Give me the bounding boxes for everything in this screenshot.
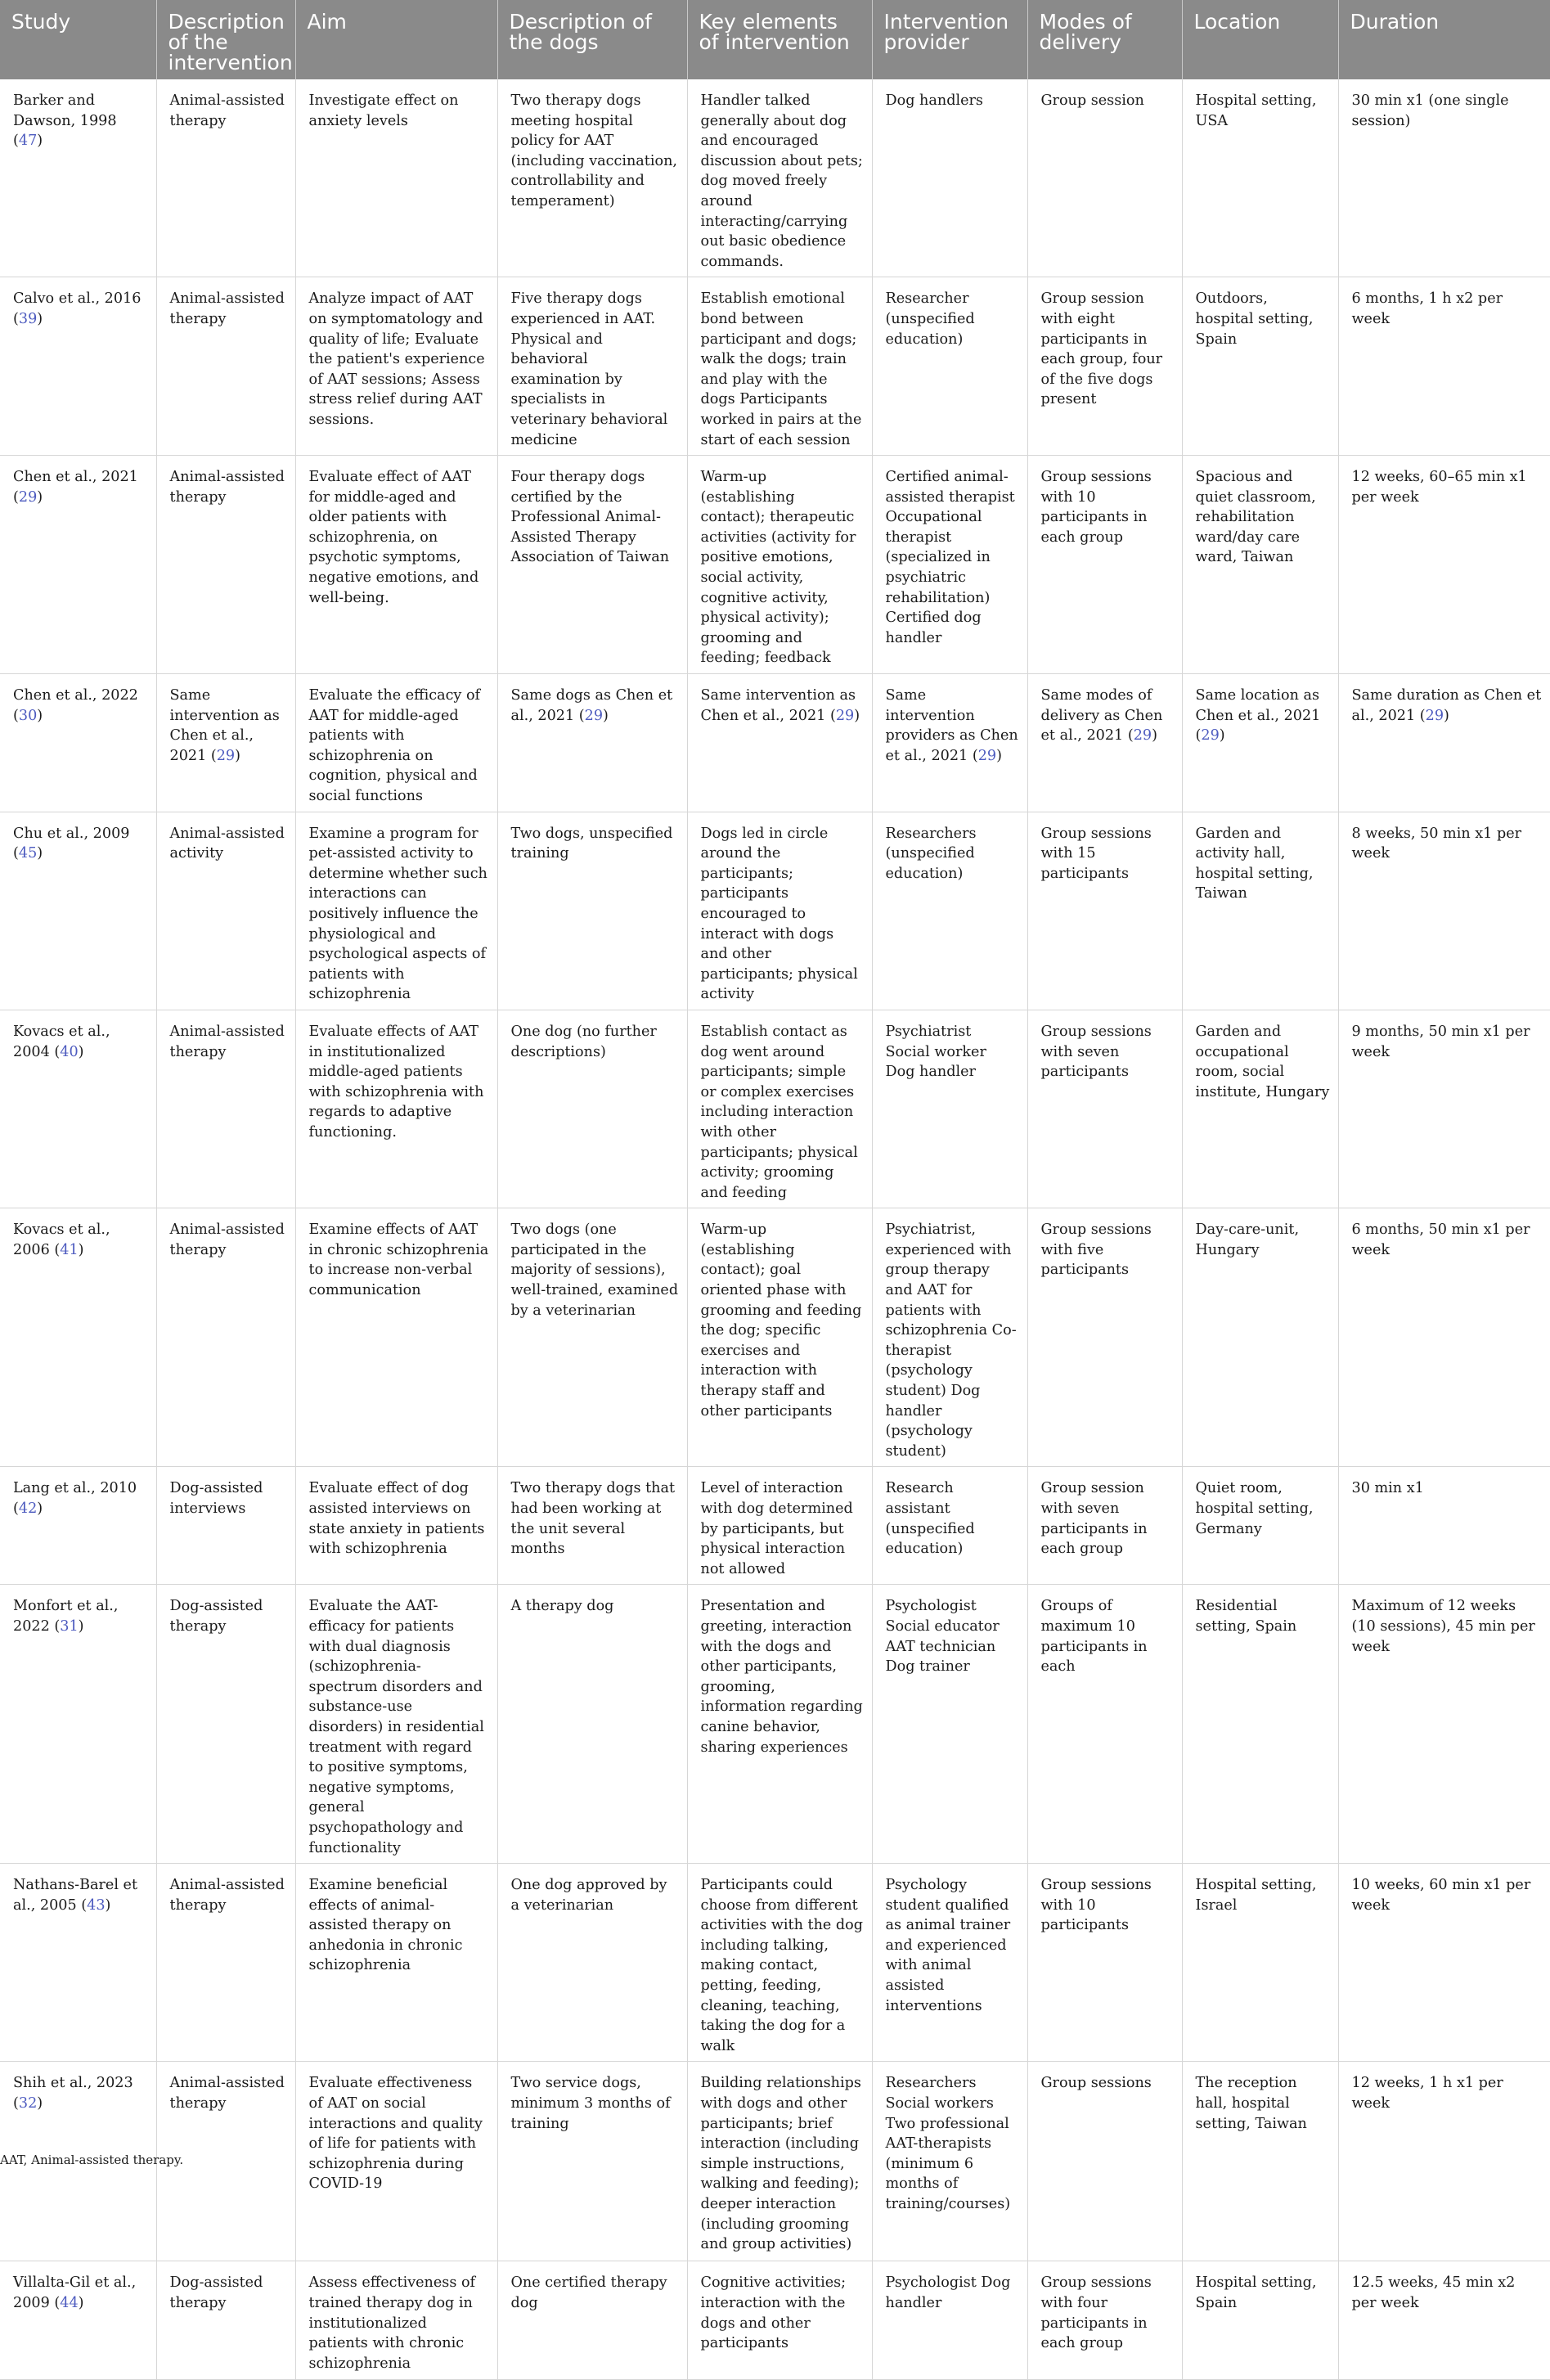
cell-study: Chen et al., 2022 (30) — [0, 674, 156, 812]
cell-aim: Evaluate effect of dog assisted interviews on state anxiety in patients with schizophrenia — [295, 1467, 497, 1585]
table-row — [0, 2062, 1550, 2261]
table-row — [0, 1864, 1550, 2062]
cell-study: Kovacs et al., 2004 (40) — [0, 1010, 156, 1208]
cell-intervention: Animal-assisted therapy — [156, 277, 295, 456]
cell-study: Monfort et al., 2022 (31) — [0, 1585, 156, 1864]
cell-dogs: Two dogs, unspecified training — [497, 812, 687, 1010]
cell-modes: Group sessions with four participants in each group — [1027, 2261, 1182, 2380]
table-footnote: AAT, Animal-assisted therapy. — [0, 2153, 184, 2167]
cell-key-elements: Establish emotional bond between participant and dogs; walk the dogs; train and play with the dogs Participants worked in pairs at the start of each session — [687, 277, 872, 456]
cell-provider: Researcher (unspecified education) — [872, 277, 1027, 456]
cell-dogs: One dog approved by a veterinarian — [497, 1864, 687, 2062]
cell-provider: Dog handlers — [872, 79, 1027, 277]
cell-dogs: A therapy dog — [497, 1585, 687, 1864]
cell-duration: 8 weeks, 50 min x1 per week — [1338, 812, 1550, 1010]
cell-provider: Psychologist Dog handler — [872, 2261, 1027, 2380]
study-name: Calvo et al., 2016 — [13, 290, 142, 308]
citation-link[interactable]: 29 — [1133, 727, 1152, 745]
citation-link[interactable]: 29 — [216, 747, 236, 764]
cell-intervention: Dog-assisted therapy — [156, 2261, 295, 2380]
header-duration: Duration — [1338, 0, 1550, 79]
cell-intervention: Animal-assisted activity — [156, 812, 295, 1010]
study-name: Villalta-Gil et al., 2009 — [13, 2274, 137, 2312]
cell-modes: Group session with eight participants in each group, four of the five dogs present — [1027, 277, 1182, 456]
cell-intervention: Animal-assisted therapy — [156, 1864, 295, 2062]
cell-key-elements: Level of interaction with dog determined by participants, but physical interaction not allowed — [687, 1467, 872, 1585]
cell-aim: Examine beneficial effects of animal-assisted therapy on anhedonia in chronic schizophrenia — [295, 1864, 497, 2062]
cell-study: Barker and Dawson, 1998 (47) — [0, 79, 156, 277]
cell-dogs: One dog (no further descriptions) — [497, 1010, 687, 1208]
cell-provider: Psychology student qualified as animal trainer and experienced with animal assisted interventions — [872, 1864, 1027, 2062]
cell-duration: 6 months, 1 h x2 per week — [1338, 277, 1550, 456]
table-row — [0, 1467, 1550, 1585]
table-row — [0, 277, 1550, 456]
cell-aim: Evaluate the AAT-efficacy for patients with dual diagnosis (schizophrenia-spectrum disorders and substance-use disorders) in residential treatment with regard to positive symptoms, negative symptoms, general psychopathology and functionality — [295, 1585, 497, 1864]
cell-study: Shih et al., 2023 (32) — [0, 2062, 156, 2261]
cell-dogs: Two therapy dogs that had been working at the unit several months — [497, 1467, 687, 1585]
study-reference-link[interactable]: 31 — [60, 1617, 79, 1635]
cell-study: Calvo et al., 2016 (39) — [0, 277, 156, 456]
study-reference-link[interactable]: 32 — [18, 2095, 38, 2112]
study-reference-link[interactable]: 40 — [60, 1043, 79, 1060]
cell-intervention: Dog-assisted interviews — [156, 1467, 295, 1585]
header-intervention: Description of the intervention — [156, 0, 295, 79]
cell-location: Outdoors, hospital setting, Spain — [1182, 277, 1338, 456]
header-aim: Aim — [295, 0, 497, 79]
cell-intervention: Animal-assisted therapy — [156, 79, 295, 277]
study-name: Monfort et al., 2022 — [13, 1598, 119, 1635]
cell-aim: Evaluate the efficacy of AAT for middle-aged patients with schizophrenia on cognition, physical and social functions — [295, 674, 497, 812]
cell-modes: Group sessions with 10 participants in each group — [1027, 456, 1182, 674]
study-name: Kovacs et al., 2004 — [13, 1023, 110, 1060]
citation-link[interactable]: 29 — [1425, 707, 1444, 724]
cell-key-elements: Participants could choose from different activities with the dog including talking, making contact, petting, feeding, cleaning, teaching, taking the dog for a walk — [687, 1864, 872, 2062]
cell-aim: Analyze impact of AAT on symptomatology and quality of life; Evaluate the patient's experience of AAT sessions; Assess stress relief during AAT sessions. — [295, 277, 497, 456]
study-name: Barker and Dawson, 1998 — [13, 92, 117, 129]
table-row — [0, 2261, 1550, 2380]
cell-aim: Examine effects of AAT in chronic schizophrenia to increase non-verbal communication — [295, 1208, 497, 1467]
cell-modes: Group sessions with 15 participants — [1027, 812, 1182, 1010]
cell-key-elements: Establish contact as dog went around participants; simple or complex exercises including interaction with other participants; physical activity; grooming and feeding — [687, 1010, 872, 1208]
cell-modes: Group session — [1027, 79, 1182, 277]
table-row — [0, 1208, 1550, 1467]
table-header — [0, 0, 1550, 79]
cell-aim: Evaluate effectiveness of AAT on social interactions and quality of life for patients with schizophrenia during COVID-19 — [295, 2062, 497, 2261]
cell-location: Same location as Chen et al., 2021 (29) — [1182, 674, 1338, 812]
cell-key-elements: Cognitive activities; interaction with the dogs and other participants — [687, 2261, 872, 2380]
study-reference-link[interactable]: 47 — [18, 133, 38, 150]
cell-provider: Psychiatrist Social worker Dog handler — [872, 1010, 1027, 1208]
cell-intervention: Animal-assisted therapy — [156, 1208, 295, 1467]
cell-intervention: Animal-assisted therapy — [156, 1010, 295, 1208]
cell-location: Spacious and quiet classroom, rehabilitation ward/day care ward, Taiwan — [1182, 456, 1338, 674]
cell-provider: Psychiatrist, experienced with group therapy and AAT for patients with schizophrenia Co-therapist (psychology student) Dog handler (psychology student) — [872, 1208, 1027, 1467]
study-name: Chen et al., 2022 — [13, 687, 138, 704]
citation-link[interactable]: 29 — [835, 707, 855, 724]
cell-study: Chen et al., 2021 (29) — [0, 456, 156, 674]
cell-dogs: Two dogs (one participated in the majority of sessions), well-trained, examined by a veterinarian — [497, 1208, 687, 1467]
cell-study: Lang et al., 2010 (42) — [0, 1467, 156, 1585]
cell-modes: Groups of maximum 10 participants in each — [1027, 1585, 1182, 1864]
cell-key-elements: Same intervention as Chen et al., 2021 (29) — [687, 674, 872, 812]
cell-location: The reception hall, hospital setting, Taiwan — [1182, 2062, 1338, 2261]
cell-location: Residential setting, Spain — [1182, 1585, 1338, 1864]
cell-intervention: Same intervention as Chen et al., 2021 (29) — [156, 674, 295, 812]
cell-location: Hospital setting, USA — [1182, 79, 1338, 277]
cell-intervention: Dog-assisted therapy — [156, 1585, 295, 1864]
cell-duration: 12 weeks, 1 h x1 per week — [1338, 2062, 1550, 2261]
header-key-elements: Key elements of intervention — [687, 0, 872, 79]
cell-key-elements: Dogs led in circle around the participants; participants encouraged to interact with dogs and other participants; physical activity — [687, 812, 872, 1010]
study-reference-link[interactable]: 43 — [87, 1896, 106, 1914]
cell-provider: Researchers Social workers Two professional AAT-therapists (minimum 6 months of training/courses) — [872, 2062, 1027, 2261]
cell-provider: Certified animal-assisted therapist Occupational therapist (specialized in psychiatric rehabilitation) Certified dog handler — [872, 456, 1027, 674]
table-row — [0, 1585, 1550, 1864]
cell-study: Villalta-Gil et al., 2009 (44) — [0, 2261, 156, 2380]
cell-duration: 12 weeks, 60–65 min x1 per week — [1338, 456, 1550, 674]
cell-key-elements: Building relationships with dogs and other participants; brief interaction (including simple instructions, walking and feeding); deeper interaction (including grooming and group activities) — [687, 2062, 872, 2261]
study-reference-link[interactable]: 29 — [18, 488, 38, 506]
cell-aim: Examine a program for pet-assisted activity to determine whether such interactions can positively influence the physiological and psychological aspects of patients with schizophrenia — [295, 812, 497, 1010]
study-name: Lang et al., 2010 — [13, 1480, 137, 1497]
cell-provider: Research assistant (unspecified education) — [872, 1467, 1027, 1585]
header-row — [0, 0, 1550, 79]
study-reference-link[interactable]: 42 — [18, 1500, 38, 1517]
study-name: Nathans-Barel et al., 2005 — [13, 1877, 138, 1914]
study-reference-link[interactable]: 39 — [18, 310, 38, 327]
cell-study: Kovacs et al., 2006 (41) — [0, 1208, 156, 1467]
cell-intervention: Animal-assisted therapy — [156, 456, 295, 674]
study-name: Shih et al., 2023 — [13, 2075, 133, 2092]
header-study: Study — [0, 0, 156, 79]
cell-duration: 30 min x1 (one single session) — [1338, 79, 1550, 277]
cell-location: Quiet room, hospital setting, Germany — [1182, 1467, 1338, 1585]
table-row — [0, 812, 1550, 1010]
cell-location: Garden and activity hall, hospital setting, Taiwan — [1182, 812, 1338, 1010]
cell-key-elements: Warm-up (establishing contact); therapeutic activities (activity for positive emotions, social activity, cognitive activity, physical activity); grooming and feeding; feedback — [687, 456, 872, 674]
cell-duration: 30 min x1 — [1338, 1467, 1550, 1585]
cell-dogs: One certified therapy dog — [497, 2261, 687, 2380]
cell-modes: Same modes of delivery as Chen et al., 2021 (29) — [1027, 674, 1182, 812]
cell-aim: Evaluate effects of AAT in institutionalized middle-aged patients with schizophrenia with regards to adaptive functioning. — [295, 1010, 497, 1208]
cell-key-elements: Handler talked generally about dog and encouraged discussion about pets; dog moved freely around interacting/carrying out basic obedience commands. — [687, 79, 872, 277]
table-row — [0, 79, 1550, 277]
study-reference-link[interactable]: 44 — [60, 2295, 79, 2312]
cell-provider: Psychologist Social educator AAT technician Dog trainer — [872, 1585, 1027, 1864]
cell-dogs: Four therapy dogs certified by the Professional Animal-Assisted Therapy Association of Taiwan — [497, 456, 687, 674]
citation-link[interactable]: 29 — [584, 707, 604, 724]
cell-dogs: Same dogs as Chen et al., 2021 (29) — [497, 674, 687, 812]
study-name: Chen et al., 2021 — [13, 469, 138, 486]
cell-dogs: Two service dogs, minimum 3 months of training — [497, 2062, 687, 2261]
header-dogs: Description of the dogs — [497, 0, 687, 79]
cell-provider: Same intervention providers as Chen et al., 2021 (29) — [872, 674, 1027, 812]
study-name: Kovacs et al., 2006 — [13, 1221, 110, 1258]
cell-key-elements: Presentation and greeting, interaction with the dogs and other participants, grooming, information regarding canine behavior, sharing experiences — [687, 1585, 872, 1864]
cell-location: Day-care-unit, Hungary — [1182, 1208, 1338, 1467]
cell-location: Hospital setting, Spain — [1182, 2261, 1338, 2380]
cell-modes: Group sessions — [1027, 2062, 1182, 2261]
header-location: Location — [1182, 0, 1338, 79]
cell-duration: 9 months, 50 min x1 per week — [1338, 1010, 1550, 1208]
cell-study: Nathans-Barel et al., 2005 (43) — [0, 1864, 156, 2062]
study-name: Chu et al., 2009 — [13, 825, 130, 842]
cell-duration: 6 months, 50 min x1 per week — [1338, 1208, 1550, 1467]
table-row — [0, 456, 1550, 674]
cell-aim: Investigate effect on anxiety levels — [295, 79, 497, 277]
cell-duration: 12.5 weeks, 45 min x2 per week — [1338, 2261, 1550, 2380]
cell-modes: Group sessions with 10 participants — [1027, 1864, 1182, 2062]
cell-duration: Maximum of 12 weeks (10 sessions), 45 min per week — [1338, 1585, 1550, 1864]
cell-intervention: Animal-assisted therapy — [156, 2062, 295, 2261]
cell-aim: Evaluate effect of AAT for middle-aged and older patients with schizophrenia, on psychotic symptoms, negative emotions, and well-being. — [295, 456, 497, 674]
study-reference-link[interactable]: 41 — [60, 1241, 79, 1258]
study-reference-link[interactable]: 45 — [18, 845, 38, 862]
header-modes: Modes of delivery — [1027, 0, 1182, 79]
cell-duration: 10 weeks, 60 min x1 per week — [1338, 1864, 1550, 2062]
cell-location: Hospital setting, Israel — [1182, 1864, 1338, 2062]
cell-location: Garden and occupational room, social institute, Hungary — [1182, 1010, 1338, 1208]
table-row — [0, 1010, 1550, 1208]
cell-key-elements: Warm-up (establishing contact); goal oriented phase with grooming and feeding the dog; specific exercises and interaction with therapy staff and other participants — [687, 1208, 872, 1467]
cell-modes: Group session with seven participants in each group — [1027, 1467, 1182, 1585]
table-body — [0, 79, 1550, 2380]
cell-duration: Same duration as Chen et al., 2021 (29) — [1338, 674, 1550, 812]
cell-aim: Assess effectiveness of trained therapy dog in institutionalized patients with chronic schizophrenia — [295, 2261, 497, 2380]
header-provider: Intervention provider — [872, 0, 1027, 79]
cell-study: Chu et al., 2009 (45) — [0, 812, 156, 1010]
cell-dogs: Five therapy dogs experienced in AAT. Physical and behavioral examination by specialists in veterinary behavioral medicine — [497, 277, 687, 456]
cell-modes: Group sessions with five participants — [1027, 1208, 1182, 1467]
citation-link[interactable]: 29 — [977, 747, 997, 764]
cell-provider: Researchers (unspecified education) — [872, 812, 1027, 1010]
cell-dogs: Two therapy dogs meeting hospital policy for AAT (including vaccination, controllability and temperament) — [497, 79, 687, 277]
cell-modes: Group sessions with seven participants — [1027, 1010, 1182, 1208]
table-row — [0, 674, 1550, 812]
study-reference-link[interactable]: 30 — [18, 707, 38, 724]
citation-link[interactable]: 29 — [1201, 727, 1220, 745]
